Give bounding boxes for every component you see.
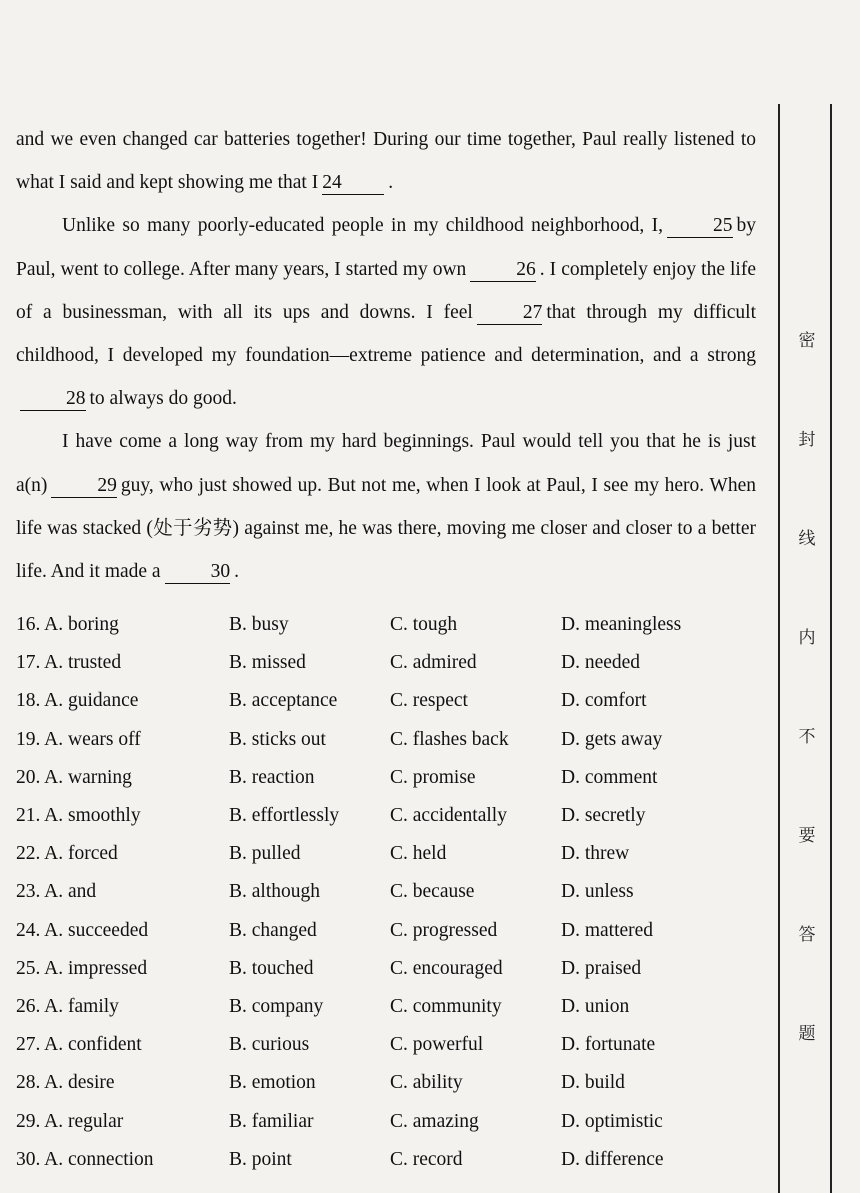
- p2-s4: that through my difficult childhood, I developed my foundation—extreme patience and determination, and a strong: [16, 301, 757, 367]
- option-c: C. held: [390, 843, 447, 865]
- option-c: C. record: [390, 1148, 463, 1170]
- seal-char: 答: [798, 925, 816, 945]
- seal-char: 要: [798, 826, 816, 846]
- option-a: 28. A. desire: [16, 1072, 115, 1094]
- option-d: D. comment: [561, 766, 658, 788]
- seal-char: 内: [798, 628, 816, 648]
- option-row-17: [16, 644, 756, 682]
- blank-29: 29: [51, 475, 117, 498]
- p3-s2: guy, who just showed up. But not me, when I look at Paul, I see my hero. When life was stacked (处于劣势) against me, he was there, moving me closer and closer to a better life. And it made a: [16, 474, 756, 583]
- option-d: D. fortunate: [561, 1034, 656, 1056]
- option-row-21: [16, 797, 756, 835]
- option-row-26: [16, 988, 756, 1026]
- option-d: D. optimistic: [561, 1110, 663, 1132]
- option-a: 25. A. impressed: [16, 957, 148, 979]
- paragraph-3: [16, 420, 756, 593]
- option-row-23: [16, 873, 756, 911]
- option-row-29: [16, 1102, 756, 1140]
- option-b: B. curious: [229, 1034, 310, 1056]
- option-c: C. because: [390, 881, 475, 903]
- blank-25: 25: [667, 215, 733, 238]
- option-d: D. gets away: [561, 728, 663, 750]
- option-d: D. union: [561, 995, 630, 1017]
- option-b: B. missed: [229, 652, 306, 674]
- p2-s5: to always do good.: [89, 388, 237, 410]
- seal-char: 不: [798, 727, 816, 747]
- option-d: D. comfort: [561, 690, 647, 712]
- p2-s1: Unlike so many poorly-educated people in my childhood neighborhood, I,: [62, 215, 663, 237]
- option-a: 27. A. confident: [16, 1034, 142, 1056]
- option-b: B. pulled: [229, 843, 301, 865]
- option-a: 21. A. smoothly: [16, 805, 141, 827]
- p3-s3: .: [234, 561, 239, 583]
- option-row-27: [16, 1026, 756, 1064]
- option-b: B. familiar: [229, 1110, 314, 1132]
- p3-s1: I have come a long way from my hard beginnings. Paul would tell you that he is just a(n): [16, 431, 756, 496]
- option-a: 29. A. regular: [16, 1110, 124, 1132]
- option-a: 17. A. trusted: [16, 652, 122, 674]
- option-d: D. unless: [561, 881, 634, 903]
- option-row-25: [16, 950, 756, 988]
- paragraph-2: [16, 204, 756, 420]
- option-b: B. acceptance: [229, 690, 338, 712]
- option-b: B. touched: [229, 957, 314, 979]
- option-b: B. reaction: [229, 766, 315, 788]
- option-c: C. community: [390, 995, 502, 1017]
- option-d: D. difference: [561, 1148, 664, 1170]
- option-a: 18. A. guidance: [16, 690, 139, 712]
- option-a: 19. A. wears off: [16, 728, 141, 750]
- option-a: 26. A. family: [16, 995, 119, 1017]
- option-b: B. effortlessly: [229, 805, 340, 827]
- seal-char: 题: [798, 1024, 816, 1044]
- option-c: C. encouraged: [390, 957, 503, 979]
- option-c: C. flashes back: [390, 728, 509, 750]
- blank-28: 28: [20, 388, 86, 411]
- option-c: C. amazing: [390, 1110, 479, 1132]
- option-b: B. sticks out: [229, 728, 326, 750]
- option-d: D. mattered: [561, 919, 654, 941]
- option-row-24: [16, 912, 756, 950]
- binding-line-left: [778, 104, 780, 1193]
- blank-30: 30: [165, 561, 231, 584]
- option-row-30: [16, 1141, 756, 1179]
- option-d: D. threw: [561, 843, 630, 865]
- option-b: B. company: [229, 995, 324, 1017]
- p1-text-before: and we even changed car batteries together! During our time together, Paul really listened to what I said and kept showing me that I: [16, 129, 756, 194]
- seal-char: 密: [798, 331, 816, 351]
- seal-char: 线: [798, 529, 816, 549]
- option-a: 30. A. connection: [16, 1148, 154, 1170]
- option-c: C. ability: [390, 1072, 463, 1094]
- option-c: C. accidentally: [390, 805, 507, 827]
- option-c: C. tough: [390, 614, 458, 636]
- option-c: C. respect: [390, 690, 468, 712]
- option-a: 22. A. forced: [16, 843, 118, 865]
- option-a: 23. A. and: [16, 881, 97, 903]
- options-list: [16, 606, 756, 1179]
- p2-s3: . I completely enjoy the life of a businessman, with all its ups and downs. I feel: [16, 258, 756, 323]
- option-c: C. admired: [390, 652, 477, 674]
- option-row-22: [16, 835, 756, 873]
- p2-s2: by Paul, went to college. After many years, I started my own: [16, 215, 756, 280]
- seal-char: 封: [798, 430, 816, 450]
- paragraph-1: [16, 118, 756, 204]
- option-row-20: [16, 759, 756, 797]
- option-row-19: [16, 721, 756, 759]
- blank-26: 26: [470, 259, 536, 282]
- option-row-28: [16, 1064, 756, 1102]
- option-a: 16. A. boring: [16, 614, 119, 636]
- p1-text-after: .: [388, 172, 394, 194]
- option-d: D. meaningless: [561, 614, 682, 636]
- option-a: 24. A. succeeded: [16, 919, 149, 941]
- option-d: D. needed: [561, 652, 641, 674]
- option-d: D. praised: [561, 957, 642, 979]
- option-d: D. build: [561, 1072, 625, 1094]
- option-c: C. promise: [390, 766, 476, 788]
- option-b: B. changed: [229, 919, 317, 941]
- binding-line-right: [830, 104, 832, 1193]
- option-row-16: [16, 606, 756, 644]
- option-b: B. emotion: [229, 1072, 316, 1094]
- option-c: C. powerful: [390, 1034, 484, 1056]
- option-d: D. secretly: [561, 805, 646, 827]
- option-row-18: [16, 682, 756, 720]
- option-c: C. progressed: [390, 919, 498, 941]
- blank-24: 24: [322, 172, 384, 195]
- blank-27: 27: [477, 302, 543, 325]
- passage: [16, 118, 756, 593]
- option-b: B. busy: [229, 614, 289, 636]
- option-a: 20. A. warning: [16, 766, 132, 788]
- seal-line-notice: [796, 330, 818, 1122]
- option-b: B. although: [229, 881, 320, 903]
- option-b: B. point: [229, 1148, 292, 1170]
